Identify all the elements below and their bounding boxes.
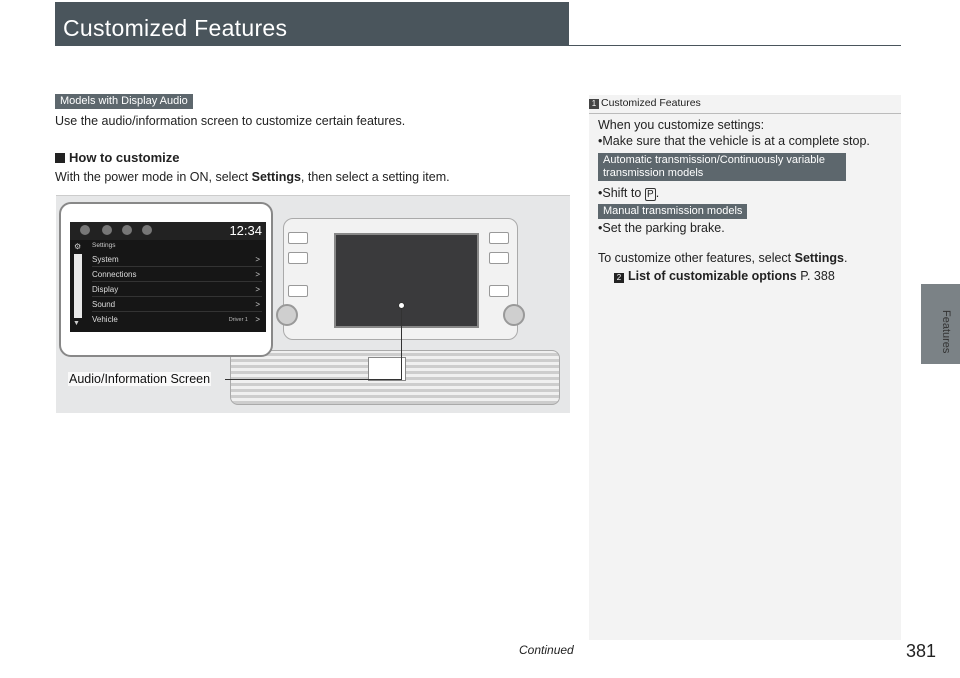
dashboard-screen — [334, 233, 479, 328]
manual-transmission-badge: Manual transmission models — [598, 204, 747, 219]
chevron-right-icon: > — [255, 300, 260, 309]
settings-screen — [70, 222, 266, 332]
sidebar-heading — [589, 97, 701, 109]
screen-scrollbar — [74, 254, 82, 318]
bullet-text: Set the parking brake. — [602, 221, 725, 235]
screen-menu-item — [92, 253, 262, 267]
title-rule — [569, 45, 901, 46]
models-badge: Models with Display Audio — [55, 94, 193, 109]
subheading — [55, 150, 180, 165]
scroll-down-icon: ▼ — [73, 320, 80, 327]
screen-menu-item — [92, 313, 262, 327]
note-number-icon: 1 — [589, 99, 599, 109]
chevron-right-icon: > — [255, 285, 260, 294]
screen-top-bar — [70, 222, 266, 240]
bullet-text: . — [655, 186, 660, 200]
driver-label: Driver 1 — [228, 317, 248, 323]
dash-button — [288, 252, 308, 264]
volume-knob — [276, 304, 298, 326]
sidebar-intro: When you customize settings: — [598, 118, 765, 132]
leader-line — [401, 308, 402, 379]
phone-icon — [80, 225, 90, 235]
sidebar-bullet: •Set the parking brake. — [598, 221, 725, 235]
fm-icon — [122, 225, 132, 235]
leader-line — [225, 379, 402, 380]
tune-knob — [503, 304, 525, 326]
mic-icon — [142, 225, 152, 235]
dash-button — [288, 232, 308, 244]
leader-dot — [398, 302, 405, 309]
reference-page: P. 388 — [796, 269, 835, 283]
section-label: Features — [940, 310, 952, 354]
instruction-bold: Settings — [251, 170, 301, 184]
screen-clock: 12:34 — [229, 223, 262, 238]
bullet-text: Shift to — [602, 186, 645, 200]
continued-label: Continued — [519, 643, 574, 657]
instruction-text — [55, 170, 450, 184]
chevron-right-icon: > — [255, 255, 260, 264]
square-bullet-icon — [55, 153, 65, 163]
screen-menu-item — [92, 298, 262, 312]
auto-transmission-badge: Automatic transmission/Continuously variable transmission models — [598, 153, 846, 181]
sidebar-bullet: •Shift to P . — [598, 186, 660, 200]
other-bold: Settings — [794, 251, 844, 265]
park-key-icon: P — [645, 188, 656, 201]
sidebar-bullet: •Make sure that the vehicle is at a complete stop. — [598, 134, 870, 148]
subheading-text: How to customize — [69, 150, 180, 165]
screen-menu-item — [92, 268, 262, 282]
other-text: To customize other features, select — [598, 251, 795, 265]
intro-text: Use the audio/information screen to customize certain features. — [55, 114, 406, 128]
chevron-right-icon: > — [255, 315, 260, 324]
menu-label: System — [92, 255, 119, 264]
dash-button — [288, 285, 308, 297]
dash-button — [489, 232, 509, 244]
menu-label: Sound — [92, 300, 116, 309]
other-text: . — [843, 251, 848, 265]
instruction-part: , then select a setting item. — [300, 170, 450, 184]
navi-icon — [102, 225, 112, 235]
chevron-right-icon: > — [255, 270, 260, 279]
cross-reference-link[interactable] — [614, 269, 835, 283]
menu-label: Vehicle — [92, 315, 118, 324]
screen-settings-title: Settings — [92, 242, 116, 249]
screen-menu-item — [92, 283, 262, 297]
menu-label: Connections — [92, 270, 137, 279]
instruction-part: With the power mode in ON, select — [55, 170, 252, 184]
page-number: 381 — [906, 641, 937, 661]
gear-icon: ⚙ — [74, 242, 82, 251]
figure-label: Audio/Information Screen — [69, 372, 211, 386]
dash-button — [489, 252, 509, 264]
page-title: Customized Features — [63, 15, 288, 41]
sidebar-heading-text: Customized Features — [601, 97, 701, 109]
reference-title: List of customizable options — [628, 269, 797, 283]
reference-arrow-icon: 2 — [614, 273, 624, 283]
dash-button — [489, 285, 509, 297]
menu-label: Display — [92, 285, 119, 294]
bullet-text: Make sure that the vehicle is at a complete stop. — [602, 134, 870, 148]
sidebar-other — [598, 251, 847, 265]
